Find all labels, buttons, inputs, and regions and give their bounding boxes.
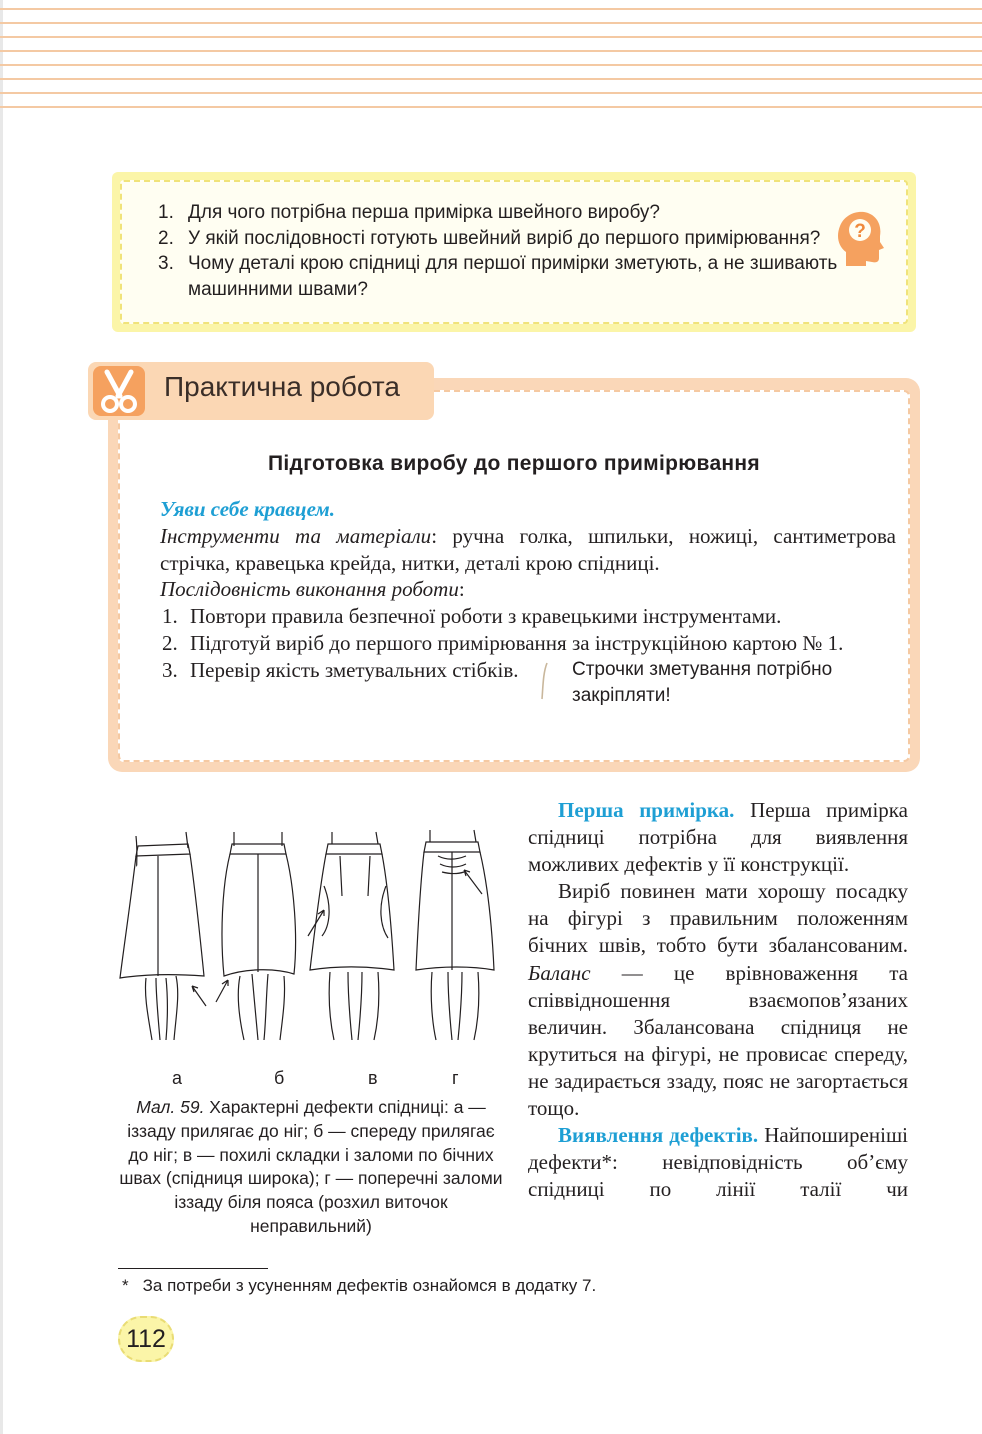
skirt-g — [416, 830, 494, 1040]
footnote — [122, 1276, 596, 1296]
figure-label-b: б — [274, 1068, 285, 1088]
figure-label-g: г — [452, 1068, 459, 1088]
practical-title: Підготовка виробу до першого примірювання — [268, 452, 760, 475]
question-item — [158, 226, 880, 252]
heading-defects: Виявлення дефектів. — [558, 1123, 759, 1148]
figure-label-v: в — [368, 1068, 378, 1088]
questions-box — [112, 172, 916, 332]
figure-label-a: а — [172, 1068, 183, 1088]
tools-label: Інструменти та матеріали — [160, 523, 432, 548]
step-number: 1. — [162, 604, 178, 629]
footnote-star: * — [122, 1276, 129, 1295]
text-first-fitting: Перша примірка спідниці потрібна для виявлення можливих дефектів у її конструкції. — [528, 798, 908, 877]
question-text: Чому деталі крою спідниці для першої примірки зметують, а не зшивають машинними швами? — [188, 253, 838, 300]
safety-note: Строчки зметування потрібно закріпляти! — [572, 658, 833, 706]
paragraph-balance — [528, 878, 908, 1122]
question-text: У якій послідовності готують швейний виріб до першого примірювання? — [188, 227, 821, 249]
text-balance-b: — це врівноваження та співвідношення взаємопов’язаних величин. Збалансована спідниця не крутиться на фігурі, не провисає спереду, не задирається ззаду, пояс не загортається тощо. — [528, 960, 908, 1121]
paragraph-defects — [528, 1122, 908, 1203]
steps-list — [160, 603, 896, 706]
question-number: 2. — [158, 227, 174, 249]
caption-label: Мал. 59. — [136, 1097, 205, 1117]
figure-caption — [118, 1096, 504, 1239]
footnote-text: За потреби з усуненням дефектів ознайомся в додатку 7. — [142, 1276, 597, 1295]
sequence-heading — [160, 576, 896, 603]
figure-labels — [116, 1068, 506, 1092]
heading-first-fitting: Перша примірка. — [558, 798, 735, 822]
paragraph-first-fitting — [528, 797, 908, 878]
step-text: Підготуй виріб до першого примірювання за інструкційною картою № 1. — [190, 630, 844, 655]
page-edge — [0, 0, 3, 1434]
needle-icon — [540, 661, 550, 701]
sequence-colon: : — [458, 577, 465, 602]
practical-tab-title: Практична робота — [164, 371, 400, 402]
step-item — [160, 657, 896, 706]
step-text: Повтори правила безпечної роботи з кравецькими інструментами. — [190, 604, 782, 629]
practical-tab — [88, 362, 434, 420]
step-text: Перевір якість зметувальних стібків. — [190, 657, 519, 682]
footnote-rule — [118, 1268, 268, 1269]
step-item — [160, 603, 896, 630]
page-number: 112 — [118, 1316, 174, 1362]
skirt-defects-figure — [116, 826, 506, 1066]
header-stripes — [0, 0, 982, 120]
question-number: 3. — [158, 253, 174, 274]
sequence-label: Послідовність виконання роботи — [160, 577, 459, 602]
body-text — [528, 797, 908, 1203]
term-balance: Баланс — [528, 960, 591, 985]
scissors-icon — [93, 366, 145, 416]
skirt-v — [308, 832, 394, 1040]
text-balance-a: Виріб повинен мати хорошу посадку на фігурі з правильним положенням бічних швів, тобто бути збалансованим. — [528, 879, 908, 958]
question-item — [158, 200, 880, 226]
skirt-b — [216, 832, 296, 1040]
questions-list — [158, 200, 880, 302]
tools-text: : ручна голка, шпильки, ножиці, сантиметрова стрічка, кравецька крейда, нитки, деталі крою спідниці. — [160, 523, 896, 575]
skirt-a — [120, 832, 206, 1040]
tools-paragraph — [160, 523, 896, 577]
practical-intro: Уяви себе кравцем. — [160, 497, 336, 521]
text-defects: Найпоширеніші дефекти*: невідповідність об’єму спідниці по лінії талії чи — [528, 1123, 908, 1202]
question-mark: ? — [854, 221, 866, 242]
practical-body — [160, 496, 896, 706]
question-number: 1. — [158, 202, 174, 223]
step-number: 2. — [162, 630, 178, 655]
question-text: Для чого потрібна перша примірка швейного виробу? — [188, 202, 660, 223]
step-number: 3. — [162, 657, 178, 682]
thinking-head-icon — [834, 208, 884, 268]
questions-inner — [120, 180, 908, 324]
question-item — [158, 251, 880, 302]
step-item — [160, 630, 896, 657]
caption-text: Характерні дефекти спідниці: а — іззаду прилягає до ніг; б — спереду прилягає до ніг; в — похилі складки і заломи по бічних швах (спідниця широка); г — поперечні заломи іззаду біля пояса (розхил виточок неправильний) — [119, 1097, 503, 1236]
scissors-icon-box — [93, 366, 145, 416]
